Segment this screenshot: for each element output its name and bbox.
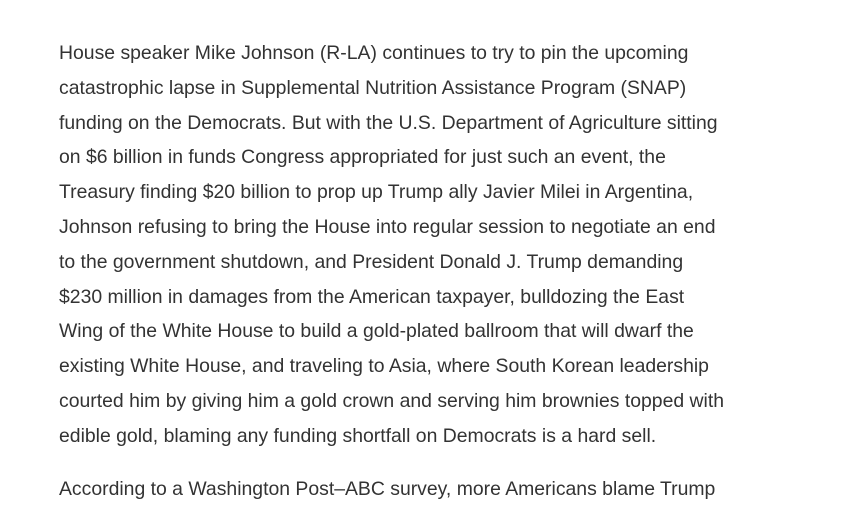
paragraph-line: Johnson refusing to bring the House into regular session to negotiate an end <box>59 215 716 238</box>
paragraph-line: catastrophic lapse in Supplemental Nutrition Assistance Program (SNAP) <box>59 76 687 99</box>
paragraph-line: House speaker Mike Johnson (R-LA) continues to try to pin the upcoming <box>59 42 689 64</box>
article-paragraph <box>59 36 799 454</box>
paragraph-line: $230 million in damages from the American taxpayer, bulldozing the East <box>59 285 685 308</box>
paragraph-line: Wing of the White House to build a gold-plated ballroom that will dwarf the <box>59 320 694 343</box>
paragraph-line: courted him by giving him a gold crown and serving him brownies topped with <box>59 389 725 412</box>
article-paragraph <box>59 472 799 507</box>
paragraph-line: to the government shutdown, and President Donald J. Trump demanding <box>59 250 684 273</box>
paragraph-line: existing White House, and traveling to Asia, where South Korean leadership <box>59 355 709 378</box>
paragraph-line: funding on the Democrats. But with the U.S. Department of Agriculture sitting <box>59 111 718 134</box>
paragraph-line: edible gold, blaming any funding shortfall on Democrats is a hard sell. <box>59 424 657 447</box>
paragraph-line: Treasury finding $20 billion to prop up Trump ally Javier Milei in Argentina, <box>59 181 694 204</box>
paragraph-line: on $6 billion in funds Congress appropriated for just such an event, the <box>59 146 666 169</box>
paragraph-line: According to a Washington Post–ABC survey, more Americans blame Trump <box>59 477 716 500</box>
article-body <box>59 36 799 524</box>
